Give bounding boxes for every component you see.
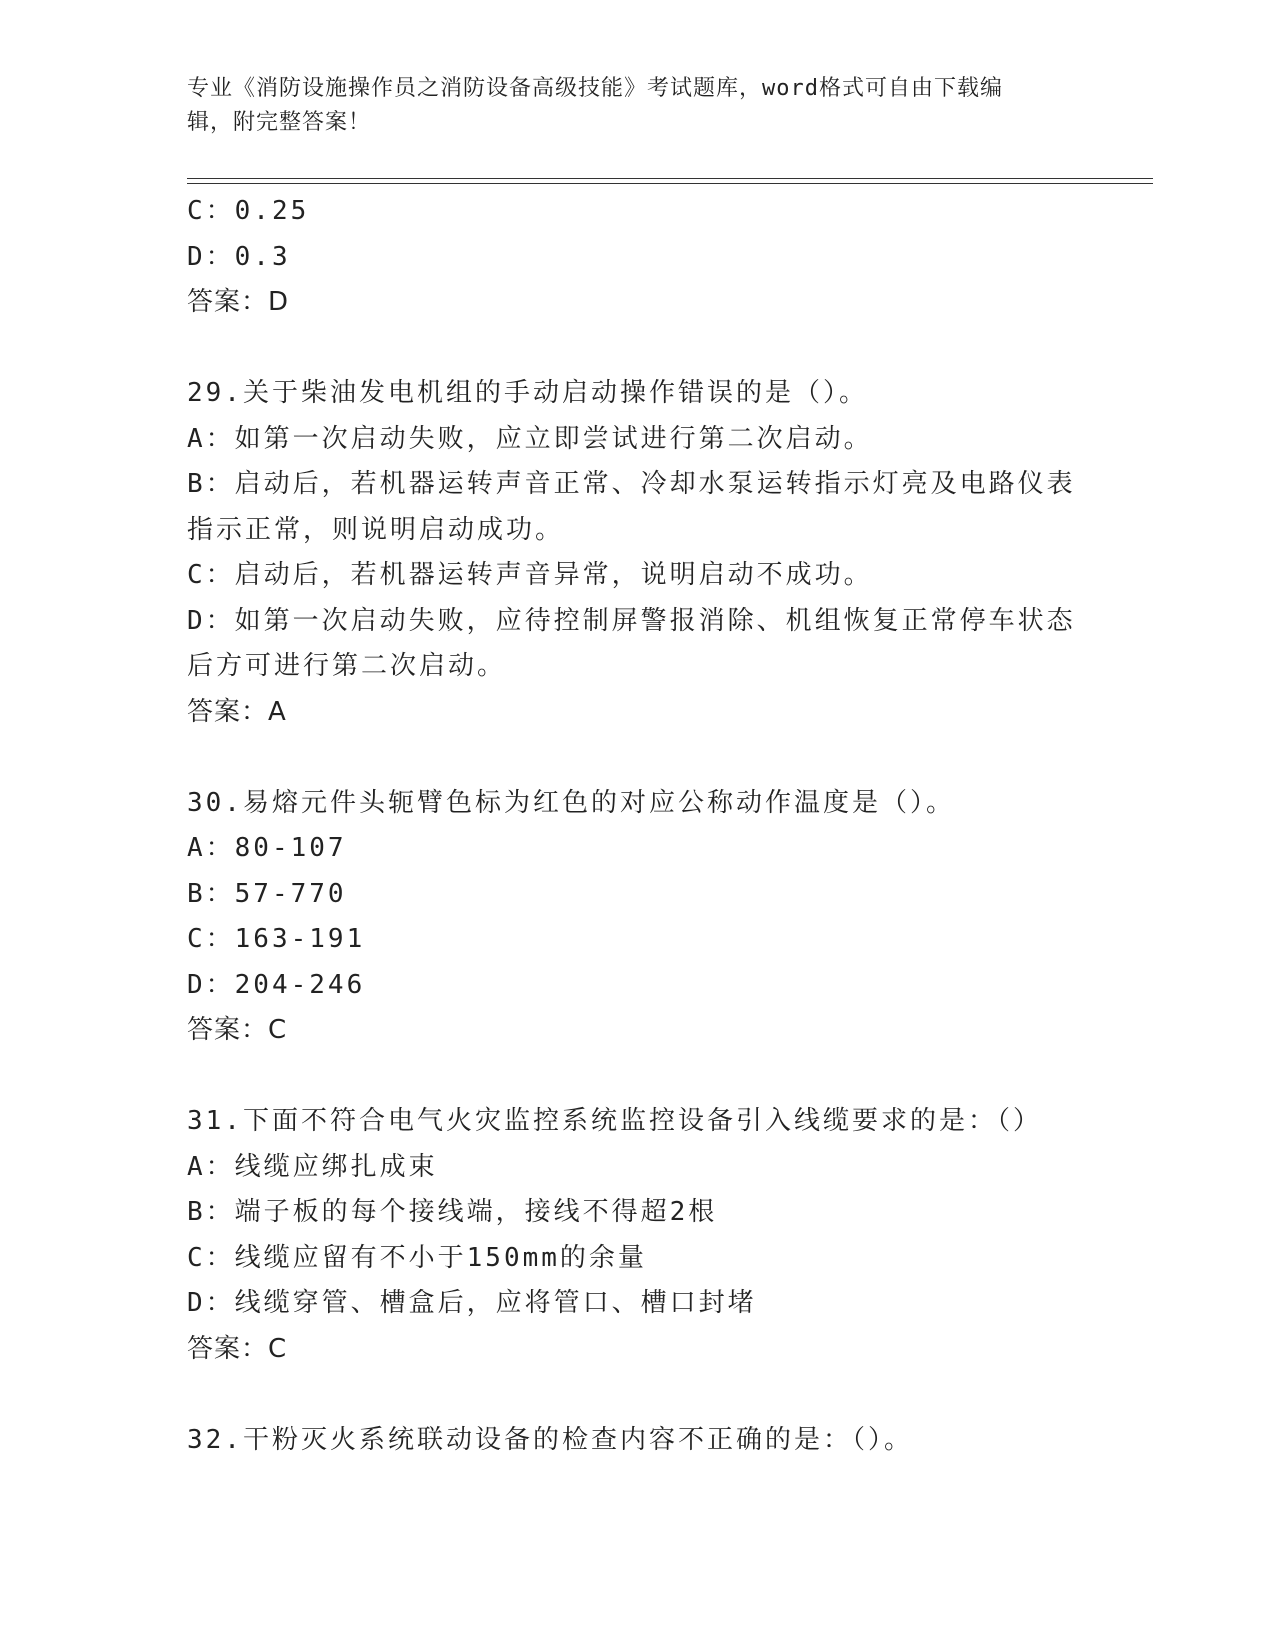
answer-line: 答案：D — [187, 287, 290, 317]
carryover-block — [187, 189, 1087, 326]
question-stem: 31.下面不符合电气火灾监控系统监控设备引入线缆要求的是：（） — [187, 1106, 1042, 1136]
option-line: B：启动后，若机器运转声音正常、冷却水泵运转指示灯亮及电路仪表 — [187, 469, 1076, 499]
option-line: D：204-246 — [187, 969, 366, 1000]
question-list — [187, 189, 1087, 1463]
spacer — [187, 1054, 1087, 1100]
option-line: C：线缆应留有不小于150mm的余量 — [187, 1242, 647, 1273]
option-line: 指示正常，则说明启动成功。 — [187, 514, 565, 545]
spacer — [187, 1372, 1087, 1418]
header-line-2: 辑，附完整答案！ — [187, 110, 372, 135]
question-stem: 30.易熔元件头轭臂色标为红色的对应公称动作温度是（）。 — [187, 787, 955, 818]
header-line-1: 专业《消防设施操作员之消防设备高级技能》考试题库，word格式可自由下载编 — [187, 76, 1003, 101]
question-stem: 32.干粉灭火系统联动设备的检查内容不正确的是：（）。 — [187, 1424, 913, 1455]
option-line: D：线缆穿管、槽盒后，应将管口、槽口封堵 — [187, 1288, 757, 1318]
question-stem: 29.关于柴油发电机组的手动启动操作错误的是（）。 — [187, 378, 868, 408]
option-line: A：如第一次启动失败，应立即尝试进行第二次启动。 — [187, 423, 873, 454]
option-line: C：163-191 — [187, 924, 366, 954]
question-32 — [187, 1418, 1087, 1464]
header-divider-top — [187, 178, 1153, 179]
option-line: B：57-770 — [187, 878, 347, 909]
option-line: A：线缆应绑扎成束 — [187, 1151, 438, 1182]
spacer — [187, 326, 1087, 372]
option-line: C：0.25 — [187, 196, 310, 226]
option-line: D：0.3 — [187, 241, 291, 272]
option-line: C：启动后，若机器运转声音异常，说明启动不成功。 — [187, 560, 873, 590]
answer-line: 答案：C — [187, 1333, 288, 1364]
option-line: B：端子板的每个接线端，接线不得超2根 — [187, 1197, 718, 1227]
answer-line: 答案：A — [187, 696, 287, 727]
option-line: A：80-107 — [187, 833, 347, 863]
header-divider-bottom — [187, 183, 1153, 184]
option-line: D：如第一次启动失败，应待控制屏警报消除、机组恢复正常停车状态 — [187, 605, 1076, 636]
question-31 — [187, 1099, 1087, 1372]
question-30 — [187, 781, 1087, 1054]
document-header — [187, 72, 1067, 140]
spacer — [187, 735, 1087, 781]
question-29 — [187, 371, 1087, 735]
option-line: 后方可进行第二次启动。 — [187, 651, 507, 681]
answer-line: 答案：C — [187, 1015, 288, 1045]
